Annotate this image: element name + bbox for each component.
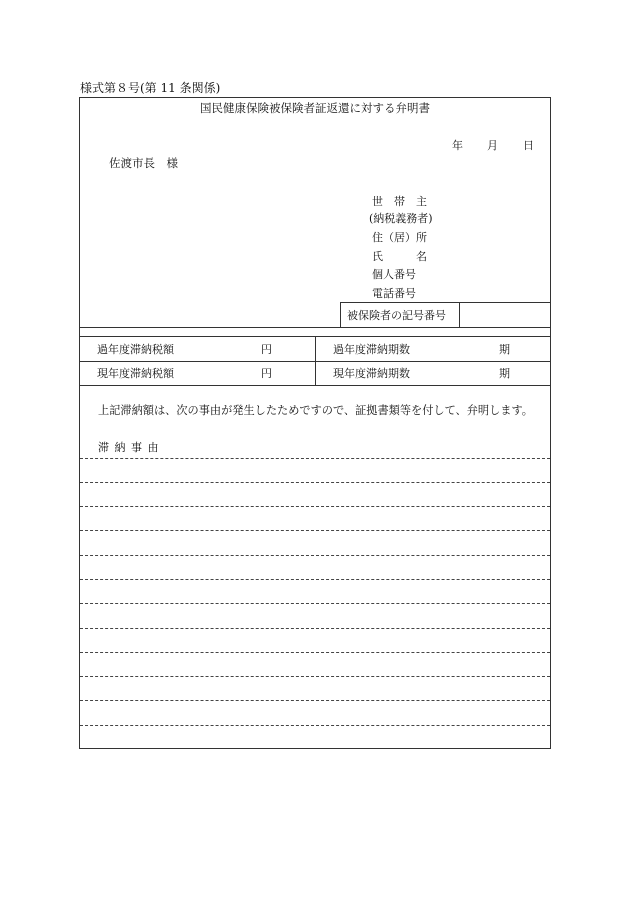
- arrears-column-divider: [315, 336, 316, 385]
- current-periods-label: 現年度滞納期数: [333, 367, 410, 380]
- past-periods-label: 過年度滞納期数: [333, 343, 410, 356]
- taxpayer-label: (納税義務者): [369, 212, 433, 225]
- arrears-bottom-line: [79, 385, 551, 386]
- reason-line[interactable]: [80, 506, 550, 507]
- individual-number-label: 個人番号: [372, 268, 416, 281]
- reason-line[interactable]: [80, 530, 550, 531]
- reason-line[interactable]: [80, 628, 550, 629]
- current-amount-label: 現年度滞納税額: [97, 367, 174, 380]
- reason-line[interactable]: [80, 676, 550, 677]
- reason-line[interactable]: [80, 482, 550, 483]
- reason-line[interactable]: [80, 700, 550, 701]
- past-amount-label: 過年度滞納税額: [97, 343, 174, 356]
- current-periods-unit: 期: [499, 367, 510, 380]
- form-title: 国民健康保険被保険者証返還に対する弁明書: [200, 101, 430, 115]
- reason-line[interactable]: [80, 579, 550, 580]
- address-label: 住（居）所: [372, 231, 427, 244]
- date-year-label: 年: [452, 139, 463, 152]
- name-label: 氏 名: [372, 250, 427, 263]
- insured-code-divider: [459, 302, 460, 327]
- statement-text: 上記滞納額は、次の事由が発生したためですので、証拠書類等を付して、弁明します。: [98, 404, 533, 417]
- date-month-label: 月: [487, 139, 498, 152]
- reason-line[interactable]: [80, 555, 550, 556]
- current-amount-unit: 円: [261, 367, 272, 380]
- reason-line[interactable]: [80, 652, 550, 653]
- date-day-label: 日: [523, 139, 534, 152]
- section-separator-top: [79, 327, 551, 328]
- reason-line[interactable]: [80, 458, 550, 459]
- phone-label: 電話番号: [372, 287, 416, 300]
- insured-code-top-line: [340, 302, 551, 303]
- past-amount-unit: 円: [261, 343, 272, 356]
- household-head-label: 世 帯 主: [372, 195, 427, 208]
- past-periods-unit: 期: [499, 343, 510, 356]
- addressee: 佐渡市長 様: [109, 156, 178, 170]
- form-number: 様式第８号(第 11 条関係): [80, 81, 221, 95]
- reason-label: 滞 納 事 由: [98, 441, 160, 454]
- reason-line[interactable]: [80, 603, 550, 604]
- reason-line[interactable]: [80, 725, 550, 726]
- insured-code-left-line: [340, 302, 341, 327]
- insured-code-label: 被保険者の記号番号: [347, 309, 446, 322]
